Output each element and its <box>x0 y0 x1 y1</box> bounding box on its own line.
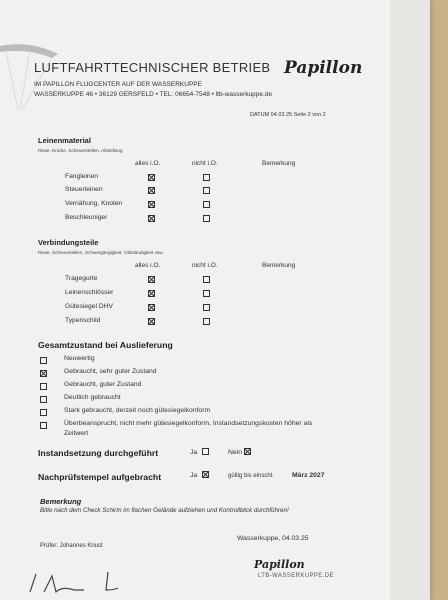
section-note-leinen: Risse, Knicke, Scheuerstellen, Abstellung <box>38 148 123 153</box>
signature-graphic <box>22 568 142 598</box>
checkbox-nachpruef-ja-checked[interactable] <box>202 471 209 478</box>
pruefer-name: Prüfer: Johannes Knust <box>40 543 103 549</box>
row-label: Fangleinen <box>65 173 99 180</box>
col-header-notok: nicht i.O. <box>192 160 218 167</box>
option-label: Stark gebraucht, derzeit noch gütesiegelkonform <box>64 407 211 414</box>
checkbox-ok-checked[interactable] <box>148 201 155 208</box>
checkbox-notok[interactable] <box>203 215 210 222</box>
row-label: Tragegurte <box>65 275 98 282</box>
col-header-remark: Bemerkung <box>262 262 296 269</box>
checkbox-ok-checked[interactable] <box>148 187 155 194</box>
section-title-leinen: Leinenmaterial <box>38 136 91 145</box>
checkbox-zustand-checked[interactable] <box>40 370 47 377</box>
option-label: Gebraucht, sehr guter Zustand <box>64 368 157 375</box>
row-label: Steuerleinen <box>65 186 103 193</box>
col-header-ok: alles i.O. <box>135 160 161 167</box>
section-title-verbindung: Verbindungsteile <box>38 238 99 247</box>
checkbox-notok[interactable] <box>203 174 210 181</box>
page-edge <box>390 0 430 600</box>
instand-nein-label: Nein <box>228 449 242 456</box>
option-label: Deutlich gebraucht <box>64 394 121 401</box>
business-title: LUFTFAHRTTECHNISCHER BETRIEB <box>34 60 271 75</box>
nachpruefstempel-label: Nachprüfstempel aufgebracht <box>38 472 162 482</box>
stamp-brand: Papillon <box>254 558 305 571</box>
section-title-zustand: Gesamtzustand bei Auslieferung <box>38 340 173 350</box>
paraglider-logo-graphic <box>0 40 60 120</box>
gueltig-label: gültig bis einschl. <box>228 473 274 479</box>
row-label: Leinenschlösser <box>65 289 114 296</box>
checkbox-notok[interactable] <box>203 318 210 325</box>
checkbox-instand-nein-checked[interactable] <box>244 448 251 455</box>
row-label: Typenschild <box>65 317 101 324</box>
nachpruef-ja-label: Ja <box>190 472 198 479</box>
col-header-ok: alles i.O. <box>135 262 161 269</box>
address-line-1: IM PAPILLON FLUGCENTER AUF DER WASSERKUPPE <box>34 81 202 88</box>
checkbox-ok-checked[interactable] <box>148 290 155 297</box>
col-header-remark: Bemerkung <box>262 160 296 167</box>
brand-logo: Papillon <box>284 58 363 78</box>
option-label-continued: Zeitwert <box>64 430 89 437</box>
checkbox-notok[interactable] <box>203 304 210 311</box>
checkbox-ok-checked[interactable] <box>148 276 155 283</box>
address-line-2: WASSERKUPPE 46 • 36129 GERSFELD • TEL: 06654-7548 • ltb-wasserkuppe.de <box>34 91 273 98</box>
date-page: DATUM 04.03.25 Seite 2 von 2 <box>250 112 326 118</box>
option-label: Überbeansprucht, nicht mehr gütesiegelkonform, Instandsetzungskosten höher als <box>64 420 313 427</box>
row-label: Beschleuniger <box>65 214 108 221</box>
section-note-verbindung: Risse, Scheuerstellen, Schwergängigkeit, Vollständigkeit usw. <box>38 250 164 255</box>
checkbox-zustand[interactable] <box>40 383 47 390</box>
col-header-notok: nicht i.O. <box>192 262 218 269</box>
checkbox-zustand[interactable] <box>40 422 47 429</box>
checkbox-notok[interactable] <box>203 276 210 283</box>
stamp-url: LTB-WASSERKUPPE.DE <box>258 573 334 579</box>
checkbox-notok[interactable] <box>203 187 210 194</box>
checkbox-zustand[interactable] <box>40 357 47 364</box>
instandsetzung-label: Instandsetzung durchgeführt <box>38 448 159 458</box>
option-label: Gebraucht, guter Zustand <box>64 381 142 388</box>
row-label: Vernähung, Knoten <box>65 200 123 207</box>
gueltig-datum: März 2027 <box>292 472 325 479</box>
bemerkung-title: Bemerkung <box>40 497 82 506</box>
checkbox-notok[interactable] <box>203 201 210 208</box>
checkbox-ok-checked[interactable] <box>148 304 155 311</box>
checkbox-ok-checked[interactable] <box>148 318 155 325</box>
checkbox-notok[interactable] <box>203 290 210 297</box>
ort-datum: Wasserkuppe, 04.03.25 <box>237 535 309 542</box>
option-label: Neuwertig <box>64 355 95 362</box>
checkbox-ok-checked[interactable] <box>148 174 155 181</box>
bemerkung-text: Bitte nach dem Check Schirm im flachen Gelände aufziehen und Kontrollblick durchführen! <box>40 507 289 514</box>
instand-ja-label: Ja <box>190 449 198 456</box>
checkbox-zustand[interactable] <box>40 409 47 416</box>
checkbox-instand-ja[interactable] <box>202 448 209 455</box>
checkbox-ok-checked[interactable] <box>148 215 155 222</box>
checkbox-zustand[interactable] <box>40 396 47 403</box>
row-label: Gütesiegel DHV <box>65 303 113 310</box>
